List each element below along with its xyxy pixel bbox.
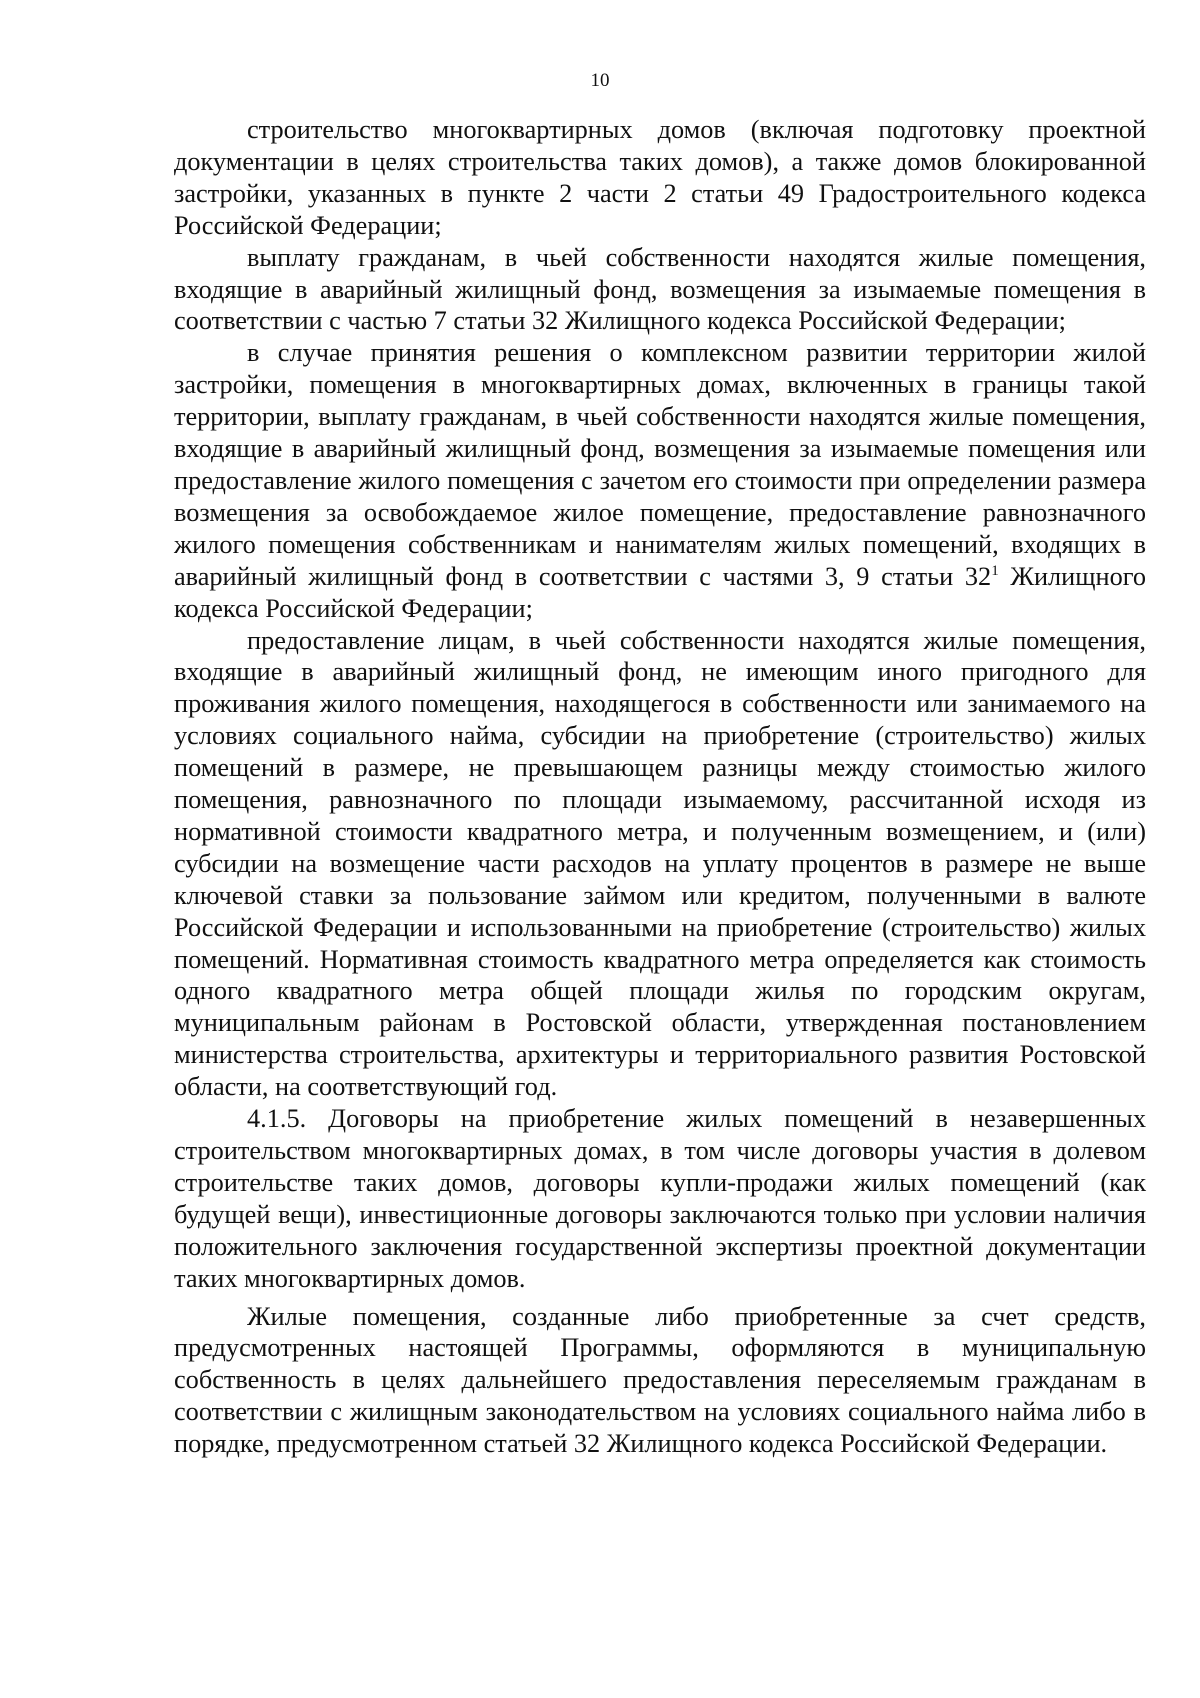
paragraph-compensation-payment: выплату гражданам, в чьей собственности находятся жилые помещения, входящие в аварийный жилищный фонд, возмещения за изымаемые помещения в соответствии с частью 7 статьи 32 Жилищного кодекса Российской Федерации; <box>174 242 1146 336</box>
paragraph-municipal-ownership: Жилые помещения, созданные либо приобретенные за счет средств, предусмотренных настоящей Программы, оформляются в муниципальную собственность в целях дальнейшего предоставления переселяемым гражданам в соответствии с жилищным законодательством на условиях социального найма либо в порядке, предусмотренном статьей 32 Жилищного кодекса Российской Федерации. <box>174 1301 1146 1459</box>
document-body <box>174 114 1146 1460</box>
paragraph-territory-development <box>174 337 1146 624</box>
paragraph-subsidy: предоставление лицам, в чьей собственности находятся жилые помещения, входящие в аварийный жилищный фонд, не имеющим иного пригодного для проживания жилого помещения, находящегося в собственности или занимаемого на условиях социального найма, субсидии на приобретение (строительство) жилых помещений в размере, не превышающем разницы между стоимостью жилого помещения, равнозначного по площади изымаемому, рассчитанной исходя из нормативной стоимости квадратного метра, и полученным возмещением, и (или) субсидии на возмещение части расходов на уплату процентов в размере не выше ключевой ставки за пользование займом или кредитом, полученными в валюте Российской Федерации и использованными на приобретение (строительство) жилых помещений. Нормативная стоимость квадратного метра определяется как стоимость одного квадратного метра общей площади жилья по городским округам, муниципальным районам в Ростовской области, утвержденная постановлением министерства строительства, архитектуры и территориального развития Ростовской области, на соответствующий год. <box>174 625 1146 1102</box>
paragraph-clause-4-1-5: 4.1.5. Договоры на приобретение жилых помещений в незавершенных строительством многоквартирных домах, в том числе договоры участия в долевом строительстве таких домов, договоры купли-продажи жилых помещений (как будущей вещи), инвестиционные договоры заключаются только при условии наличия положительного заключения государственной экспертизы проектной документации таких многоквартирных домов. <box>174 1104 1146 1293</box>
article-superscript: 1 <box>991 562 999 579</box>
paragraph-text-part: Жилищного кодекса Российской Федерации; <box>174 561 1146 623</box>
page-number: 10 <box>590 70 610 91</box>
paragraph-construction: строительство многоквартирных домов (включая подготовку проектной документации в целях строительства таких домов), а также домов блокированной застройки, указанных в пункте 2 части 2 статьи 49 Градостроительного кодекса Российской Федерации; <box>174 115 1146 240</box>
paragraph-text-part: в случае принятия решения о комплексном развитии территории жилой застройки, помещения в многоквартирных домах, включенных в границы такой территории, выплату гражданам, в чьей собственности находятся жилые помещения, входящие в аварийный жилищный фонд, возмещения за изымаемые помещения или предоставление жилого помещения с зачетом его стоимости при определении размера возмещения за освобождаемое жилое помещение, предоставление равнозначного жилого помещения собственникам и нанимателям жилых помещений, входящих в аварийный жилищный фонд в соответствии с частями 3, 9 статьи 32 <box>174 338 1146 591</box>
